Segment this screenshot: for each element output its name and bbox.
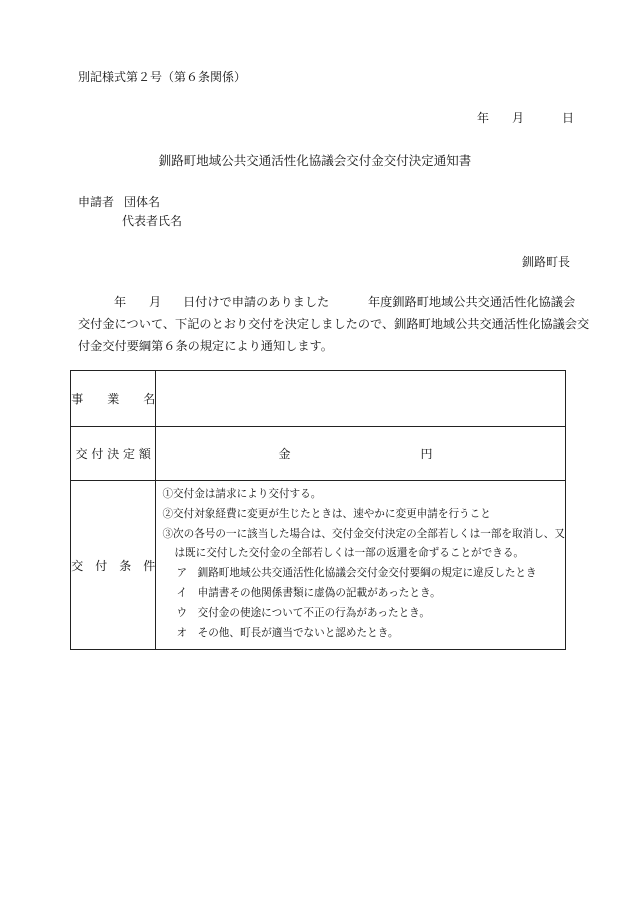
amount-label: 交 付 決 定 額 bbox=[71, 427, 156, 481]
date-day-label: 日 bbox=[562, 111, 575, 125]
condition-item: ①交付金は請求により交付する。 bbox=[162, 488, 322, 500]
conditions-label: 交 付 条 件 bbox=[71, 481, 156, 650]
condition-subitem: ウ 交付金の使途について不正の行為があったとき。 bbox=[176, 606, 430, 619]
document-title: 釧路町地域公共交通活性化協議会交付金交付決定通知書 bbox=[158, 153, 472, 168]
body-line-3: 付金交付要綱第６条の規定により通知します。 bbox=[78, 339, 333, 353]
project-name-cell bbox=[156, 371, 566, 427]
conditions-cell bbox=[156, 481, 566, 650]
project-row bbox=[71, 371, 566, 427]
amount-prefix: 金 bbox=[278, 447, 291, 461]
amount-cell bbox=[156, 427, 566, 481]
condition-subitem: ア 釧路町地域公共交通活性化協議会交付金交付要綱の規定に違反したとき bbox=[176, 567, 537, 580]
decision-table bbox=[70, 370, 566, 650]
body-fiscal-year-text: 年度釧路町地域公共交通活性化協議会 bbox=[368, 295, 576, 309]
condition-item: ②交付対象経費に変更が生じたときは、速やかに変更申請を行うこと bbox=[162, 507, 491, 520]
body-year: 年 bbox=[114, 295, 127, 309]
condition-item: は既に交付した交付金の全部若しくは一部の返還を命ずることができる。 bbox=[174, 547, 525, 560]
applicant-label: 申請者 bbox=[78, 195, 115, 209]
project-name-label: 事 業 名 bbox=[71, 371, 156, 427]
body-month: 月 bbox=[149, 295, 162, 309]
amount-row bbox=[71, 427, 566, 481]
date-year-label: 年 bbox=[477, 111, 490, 125]
form-number: 別記様式第２号（第６条関係） bbox=[78, 70, 247, 84]
org-name-label: 団体名 bbox=[124, 195, 161, 209]
condition-item: ③次の各号の一に該当した場合は、交付金交付決定の全部若しくは一部を取消し、又 bbox=[162, 527, 565, 540]
applicant-line bbox=[78, 193, 160, 210]
amount-suffix: 円 bbox=[420, 447, 433, 461]
condition-subitem: イ 申請書その他関係書類に虚偽の記載があったとき。 bbox=[176, 586, 441, 599]
condition-subitem: オ その他、町長が適当でないと認めたとき。 bbox=[176, 626, 399, 639]
body-line-2: 交付金について、下記のとおり交付を決定しましたので、釧路町地域公共交通活性化協議会交 bbox=[78, 317, 590, 331]
representative-label: 代表者氏名 bbox=[122, 214, 183, 228]
conditions-row bbox=[71, 481, 566, 650]
issuer-name: 釧路町長 bbox=[521, 255, 570, 269]
body-date-text: 日付けで申請のありました bbox=[183, 295, 330, 309]
date-month-label: 月 bbox=[512, 111, 525, 125]
